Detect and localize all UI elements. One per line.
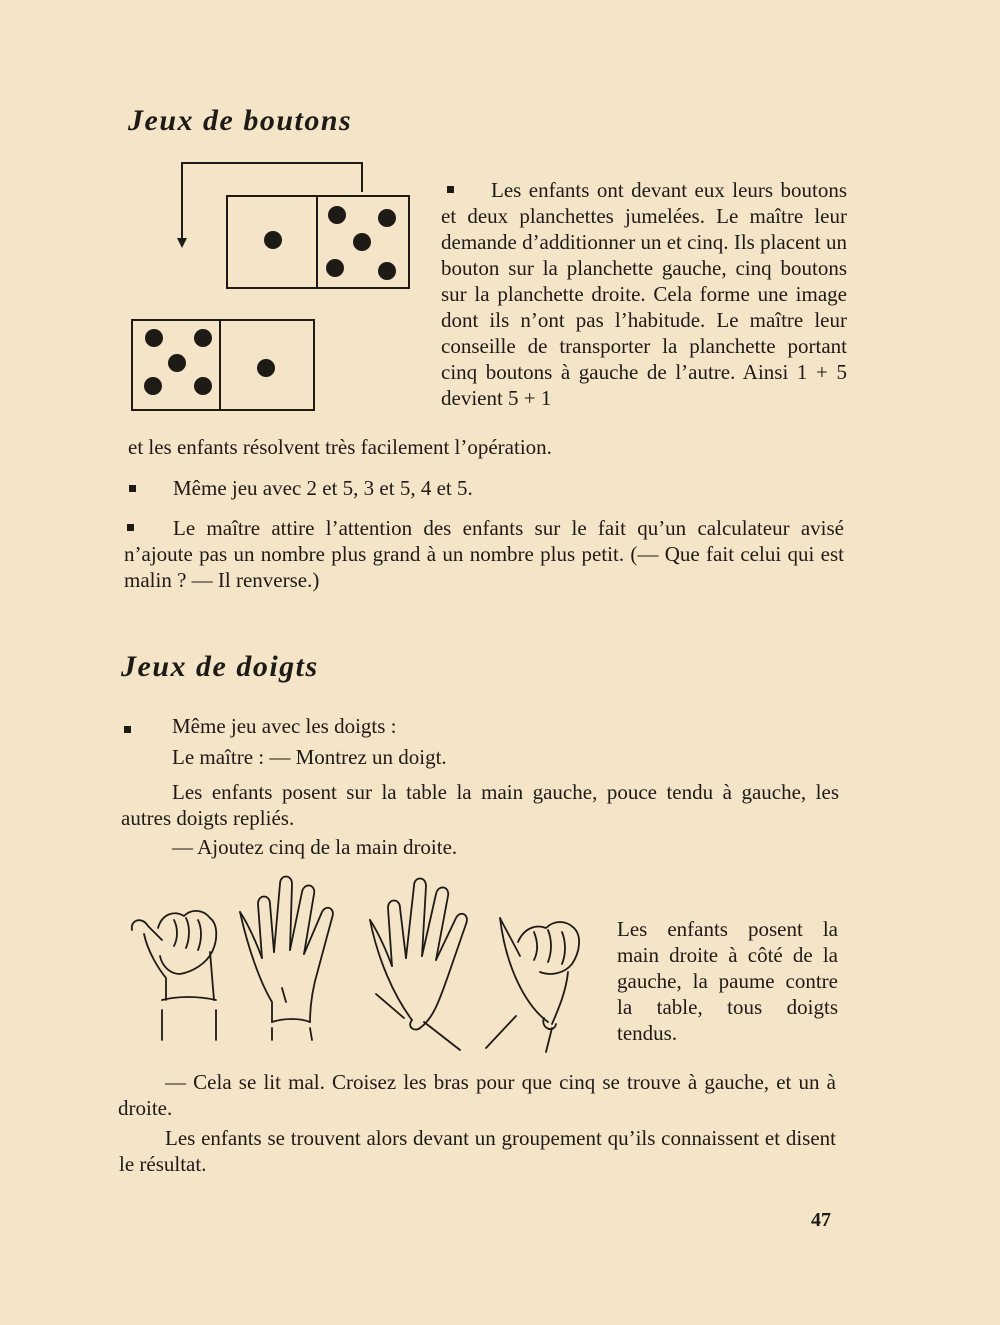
paragraph-boutons-2: Même jeu avec 2 et 5, 3 et 5, 4 et 5.: [173, 476, 473, 500]
paragraph-doigts-4: — Ajoutez cinq de la main droite.: [172, 835, 458, 859]
fist-hand-icon: [486, 918, 579, 1052]
bullet-icon: [129, 485, 136, 492]
open-hand-icon: [370, 879, 467, 1051]
paragraph-doigts-2: Le maître : — Montrez un doigt.: [172, 745, 447, 769]
section-title-doigts: Jeux de doigts: [121, 650, 319, 683]
bullet-icon: [124, 726, 131, 733]
paragraph-doigts-1: Même jeu avec les doigts :: [172, 714, 397, 738]
open-hand-icon: [240, 877, 333, 1041]
paragraph-boutons-1: Les enfants ont devant eux leurs boutons et deux planchettes jumelées. Le maître leur demande d’additionner un et cinq. Ils placent un bouton sur la planchette gauche, cinq boutons sur la planchette droite. Cela forme une image dont ils n’ont pas l’habitude. Le maître leur conseille de transporter la planchette portant cinq boutons à gauche de l’autre. Ainsi 1 + 5 devient 5 + 1: [441, 178, 847, 410]
section-title-boutons: Jeux de boutons: [128, 104, 353, 137]
paragraph-doigts-3: Les enfants posent sur la table la main gauche, pouce tendu à gauche, les autres doigts repliés.: [121, 780, 839, 830]
paragraph-doigts-6: Les enfants se trouvent alors devant un groupement qu’ils connaissent et disent le résultat.: [119, 1126, 836, 1176]
domino-diagram: [125, 158, 415, 418]
hands-caption: Les enfants posent la main droite à côté de la gauche, la paume contre la table, tous doigts tendus.: [617, 917, 838, 1045]
fist-hand-icon: [132, 911, 216, 1040]
page-number: 47: [811, 1209, 831, 1231]
domino-top: [227, 196, 409, 288]
hands-illustration: [122, 868, 584, 1058]
paragraph-boutons-3: Le maître attire l’attention des enfants sur le fait qu’un calculateur avisé n’ajoute pas un nombre plus grand à un nombre plus petit. (— Que fait celui qui est malin ? — Il renverse.): [124, 516, 844, 592]
paragraph-boutons-1-tail: et les enfants résolvent très facilement l’opération.: [128, 435, 552, 459]
paragraph-doigts-5: — Cela se lit mal. Croisez les bras pour que cinq se trouve à gauche, et un à droite.: [118, 1070, 836, 1120]
domino-bottom: [132, 320, 314, 410]
